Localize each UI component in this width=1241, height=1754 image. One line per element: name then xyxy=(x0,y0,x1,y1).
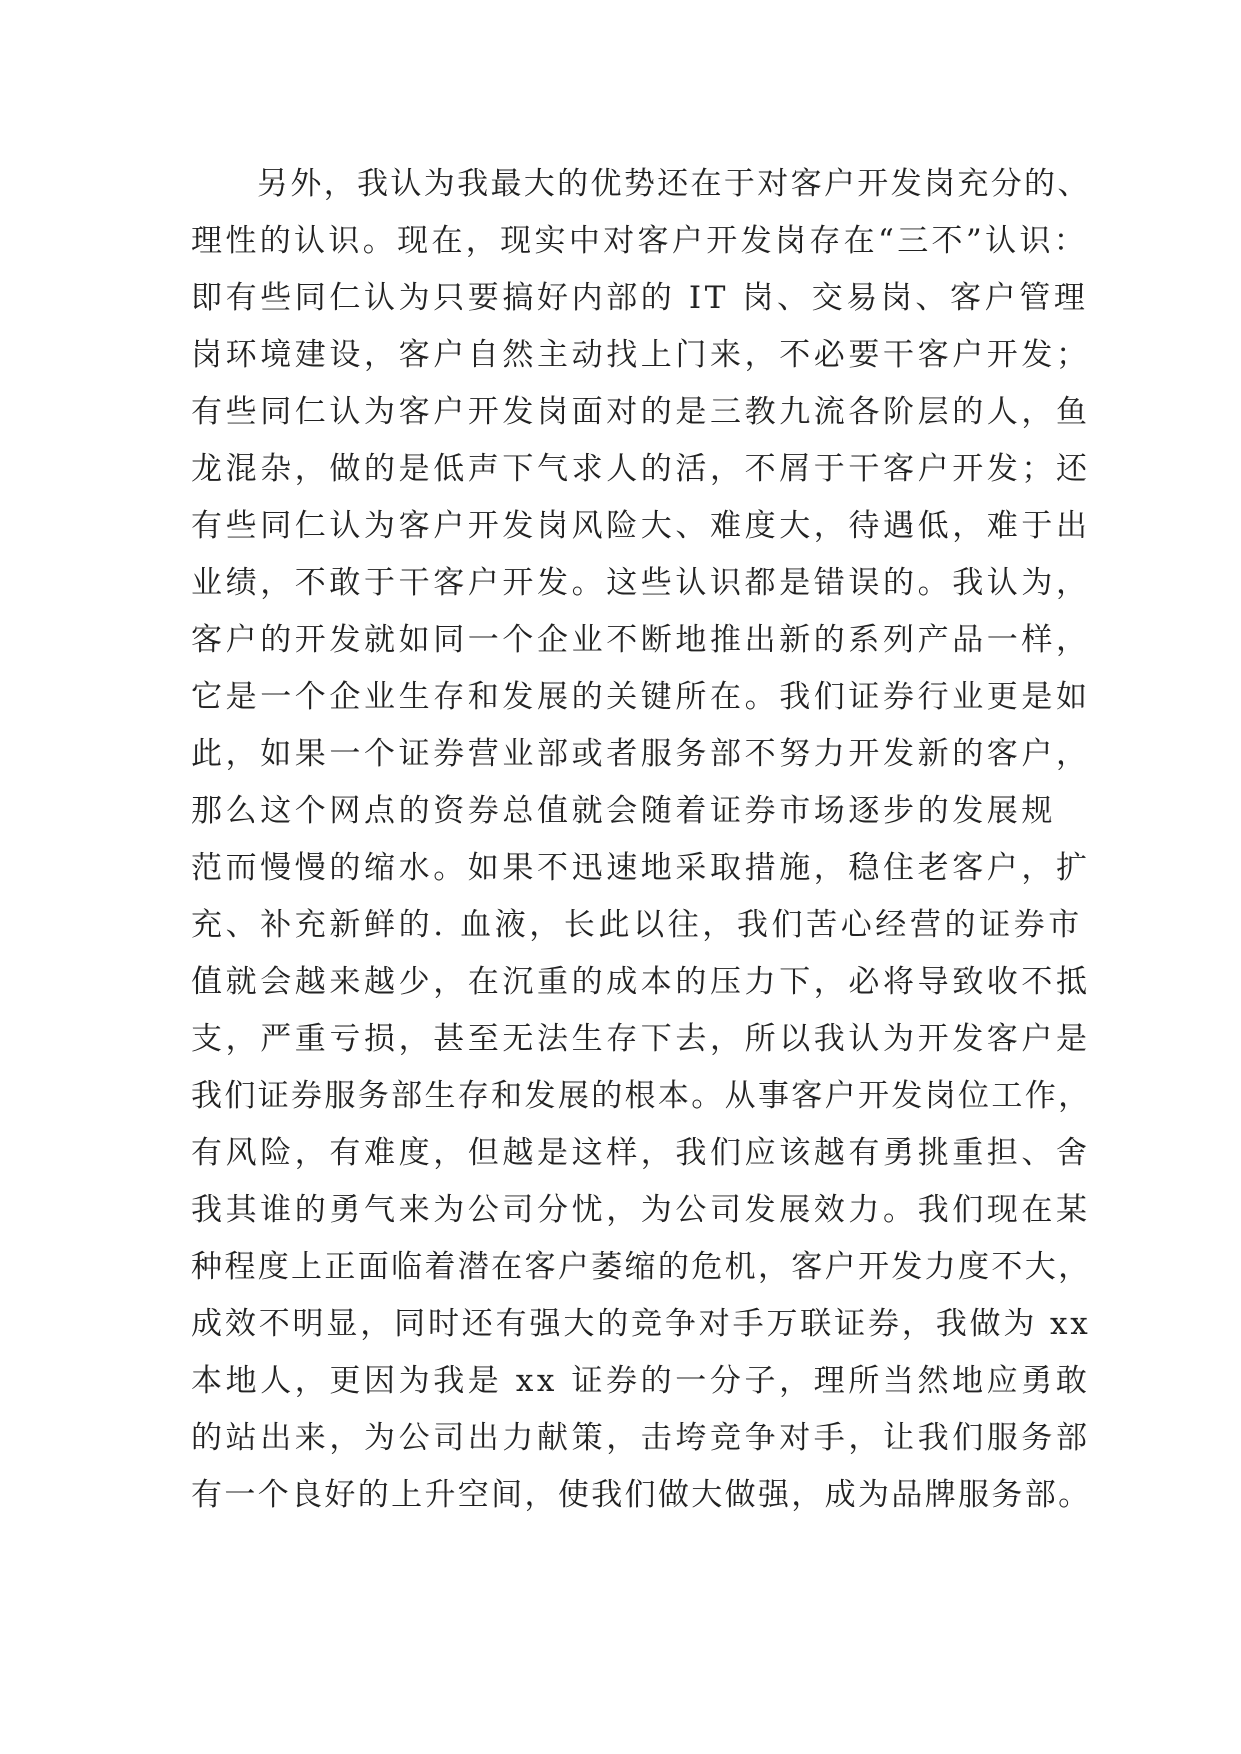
text-line: 有些同仁认为客户开发岗面对的是三教九流各阶层的人，鱼 xyxy=(191,394,1091,430)
text-line: 值就会越来越少，在沉重的成本的压力下，必将导致收不抵 xyxy=(191,964,1091,1000)
text-line: 有风险，有难度，但越是这样，我们应该越有勇挑重担、舍 xyxy=(191,1135,1091,1171)
text-line: 有些同仁认为客户开发岗风险大、难度大，待遇低，难于出 xyxy=(191,508,1091,544)
text-line: 支，严重亏损，甚至无法生存下去，所以我认为开发客户是 xyxy=(191,1021,1091,1057)
body-paragraph xyxy=(191,156,1091,1524)
text-line: 另外，我认为我最大的优势还在于对客户开发岗充分的、 xyxy=(257,166,1091,202)
text-line: 我其谁的勇气来为公司分忧，为公司发展效力。我们现在某 xyxy=(191,1192,1091,1228)
text-line: 理性的认识。现在，现实中对客户开发岗存在“三不”认识： xyxy=(191,223,1089,259)
text-line: 成效不明显，同时还有强大的竞争对手万联证券，我做为 xx xyxy=(191,1306,1091,1342)
text-line: 种程度上正面临着潜在客户萎缩的危机，客户开发力度不大， xyxy=(191,1249,1092,1285)
text-line: 我们证券服务部生存和发展的根本。从事客户开发岗位工作， xyxy=(191,1078,1092,1114)
text-line: 岗环境建设，客户自然主动找上门来，不必要干客户开发； xyxy=(191,337,1091,373)
text-line: 此，如果一个证券营业部或者服务部不努力开发新的客户， xyxy=(191,736,1091,772)
text-line: 业绩，不敢于干客户开发。这些认识都是错误的。我认为， xyxy=(191,565,1091,601)
text-line: 客户的开发就如同一个企业不断地推出新的系列产品一样， xyxy=(191,622,1091,658)
text-line: 本地人，更因为我是 xx 证券的一分子，理所当然地应勇敢 xyxy=(191,1363,1091,1399)
text-line: 的站出来，为公司出力献策，击垮竞争对手，让我们服务部 xyxy=(191,1420,1091,1456)
text-line: 它是一个企业生存和发展的关键所在。我们证券行业更是如 xyxy=(191,679,1091,715)
text-line: 龙混杂，做的是低声下气求人的活，不屑于干客户开发；还 xyxy=(191,451,1091,487)
text-line: 那么这个网点的资券总值就会随着证券市场逐步的发展规 xyxy=(191,793,1056,829)
text-line: 有一个良好的上升空间，使我们做大做强，成为品牌服务部。 xyxy=(191,1477,1092,1513)
text-line: 即有些同仁认为只要搞好内部的 IT 岗、交易岗、客户管理 xyxy=(191,280,1089,316)
text-line: 充、补充新鲜的. 血液，长此以往，我们苦心经营的证券市 xyxy=(191,907,1083,943)
text-line: 范而慢慢的缩水。如果不迅速地采取措施，稳住老客户，扩 xyxy=(191,850,1091,886)
